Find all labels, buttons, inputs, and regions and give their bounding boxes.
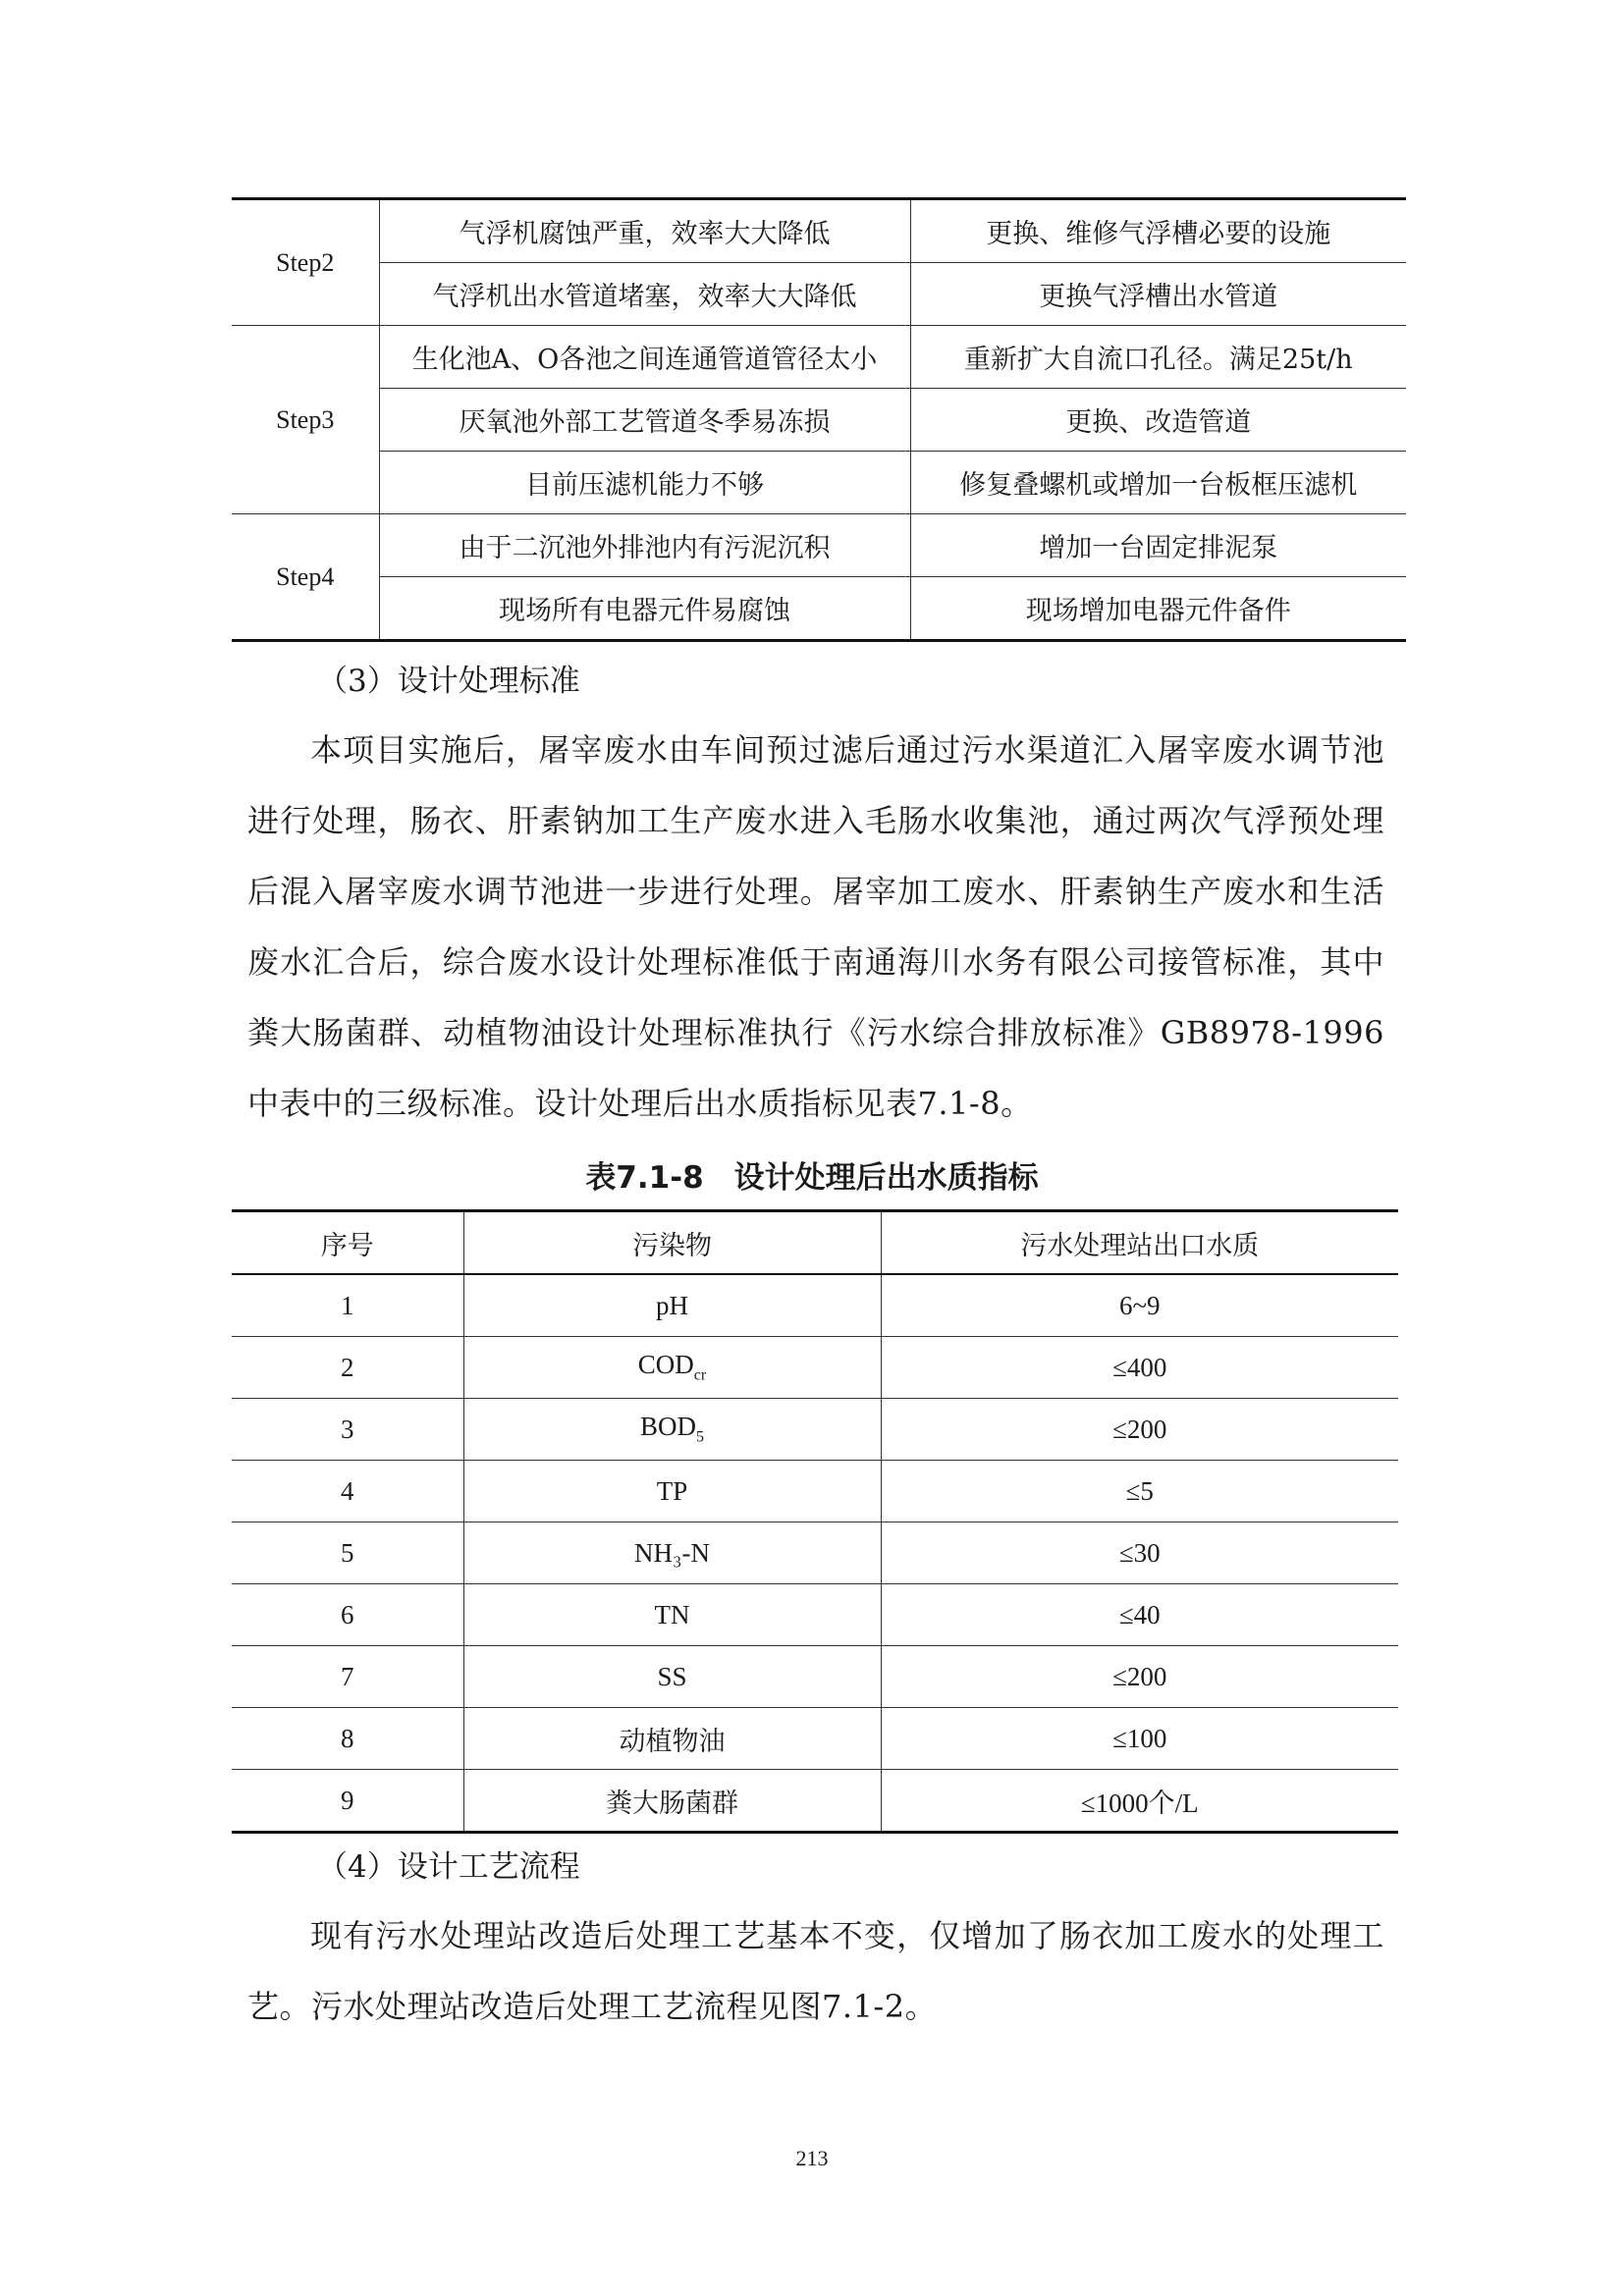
problem-cell: 气浮机腐蚀严重，效率大大降低	[379, 199, 910, 263]
table-row	[232, 1770, 1398, 1833]
effluent-quality-table	[232, 1209, 1398, 1834]
row-number-cell: 7	[232, 1646, 463, 1708]
table-row	[232, 263, 1406, 326]
table-row	[232, 1337, 1398, 1399]
step-label: Step3	[232, 326, 379, 514]
quality-value-cell: ≤1000个/L	[881, 1770, 1398, 1833]
pollutant-name: BOD	[639, 1412, 696, 1442]
table-row	[232, 514, 1406, 577]
problem-cell: 生化池A、O各池之间连通管道管径太小	[379, 326, 910, 389]
measure-cell: 更换气浮槽出水管道	[910, 263, 1406, 326]
quality-value-cell: ≤400	[881, 1337, 1398, 1399]
pollutant-name: 动植物油	[619, 1726, 726, 1757]
step-label: Step4	[232, 514, 379, 641]
problem-cell: 现场所有电器元件易腐蚀	[379, 577, 910, 641]
section-3-paragraph: 本项目实施后，屠宰废水由车间预过滤后通过污水渠道汇入屠宰废水调节池进行处理，肠衣、肝素钠加工生产废水进入毛肠水收集池，通过两次气浮预处理后混入屠宰废水调节池进一步进行处理。屠宰加工废水、肝素钠生产废水和生活废水汇合后，综合废水设计处理标准低于南通海川水务有限公司接管标准，其中粪大肠菌群、动植物油设计处理标准执行《污水综合排放标准》GB8978-1996中表中的三级标准。设计处理后出水质指标见表7.1-8。	[247, 731, 1384, 1122]
table-header-row	[232, 1211, 1398, 1275]
quality-value-cell: ≤30	[881, 1522, 1398, 1584]
quality-value-cell: ≤100	[881, 1708, 1398, 1770]
pollutant-cell	[463, 1274, 881, 1337]
row-number-cell: 8	[232, 1708, 463, 1770]
pollutant-cell	[463, 1770, 881, 1833]
pollutant-cell	[463, 1584, 881, 1646]
pollutant-name: COD	[637, 1350, 694, 1380]
problem-cell: 目前压滤机能力不够	[379, 452, 910, 514]
table-row	[232, 1708, 1398, 1770]
pollutant-subscript: 5	[696, 1428, 704, 1446]
table-row	[232, 199, 1406, 263]
table-row	[232, 577, 1406, 641]
pollutant-name: TP	[656, 1475, 688, 1506]
section-3-heading: （3）设计处理标准	[317, 664, 580, 699]
pollutant-subscript: cr	[693, 1366, 707, 1384]
pollutant-name: pH	[656, 1290, 688, 1320]
measure-cell: 增加一台固定排泥泵	[910, 514, 1406, 577]
table-row	[232, 1461, 1398, 1522]
section-4-paragraph: 现有污水处理站改造后处理工艺基本不变，仅增加了肠衣加工废水的处理工艺。污水处理站改造后处理工艺流程见图7.1-2。	[247, 1917, 1384, 2025]
pollutant-cell	[463, 1708, 881, 1770]
row-number-cell: 6	[232, 1584, 463, 1646]
quality-value-cell: ≤200	[881, 1399, 1398, 1461]
pollutant-cell	[463, 1646, 881, 1708]
step-label: Step2	[276, 247, 335, 277]
row-number-cell: 4	[232, 1461, 463, 1522]
column-header: 序号	[232, 1211, 463, 1275]
table-row	[232, 1399, 1398, 1461]
pollutant-cell	[463, 1399, 881, 1461]
pollutant-name: NH₃-N	[634, 1537, 710, 1568]
table-row	[232, 389, 1406, 452]
remediation-steps-table	[232, 197, 1406, 642]
row-number-cell: 1	[232, 1274, 463, 1337]
problem-cell: 厌氧池外部工艺管道冬季易冻损	[379, 389, 910, 452]
measure-cell: 更换、维修气浮槽必要的设施	[910, 199, 1406, 263]
quality-value-cell: ≤5	[881, 1461, 1398, 1522]
problem-cell: 气浮机出水管道堵塞，效率大大降低	[379, 263, 910, 326]
table-caption: 表7.1-8 设计处理后出水质指标	[585, 1160, 1039, 1196]
quality-table-body	[232, 1274, 1398, 1833]
page-number: 213	[795, 2146, 829, 2170]
column-header: 污染物	[463, 1211, 881, 1275]
measure-cell: 更换、改造管道	[910, 389, 1406, 452]
pollutant-name: SS	[657, 1661, 687, 1691]
section-4-heading: （4）设计工艺流程	[317, 1849, 580, 1885]
table-row	[232, 1522, 1398, 1584]
quality-value-cell: 6~9	[881, 1274, 1398, 1337]
row-number-cell: 5	[232, 1522, 463, 1584]
measure-cell: 修复叠螺机或增加一台板框压滤机	[910, 452, 1406, 514]
row-number-cell: 2	[232, 1337, 463, 1399]
table-row	[232, 1646, 1398, 1708]
pollutant-cell	[463, 1337, 881, 1399]
quality-value-cell: ≤200	[881, 1646, 1398, 1708]
table-row	[232, 1274, 1398, 1337]
row-number-cell: 9	[232, 1770, 463, 1833]
pollutant-cell	[463, 1522, 881, 1584]
measure-cell: 重新扩大自流口孔径。满足25t/h	[910, 326, 1406, 389]
table-row	[232, 326, 1406, 389]
pollutant-name: TN	[654, 1599, 690, 1629]
pollutant-name: 粪大肠菌群	[606, 1788, 738, 1819]
table-row	[232, 1584, 1398, 1646]
column-header: 污水处理站出口水质	[881, 1211, 1398, 1275]
row-number-cell: 3	[232, 1399, 463, 1461]
problem-cell: 由于二沉池外排池内有污泥沉积	[379, 514, 910, 577]
quality-value-cell: ≤40	[881, 1584, 1398, 1646]
table-row	[232, 452, 1406, 514]
pollutant-cell	[463, 1461, 881, 1522]
measure-cell: 现场增加电器元件备件	[910, 577, 1406, 641]
